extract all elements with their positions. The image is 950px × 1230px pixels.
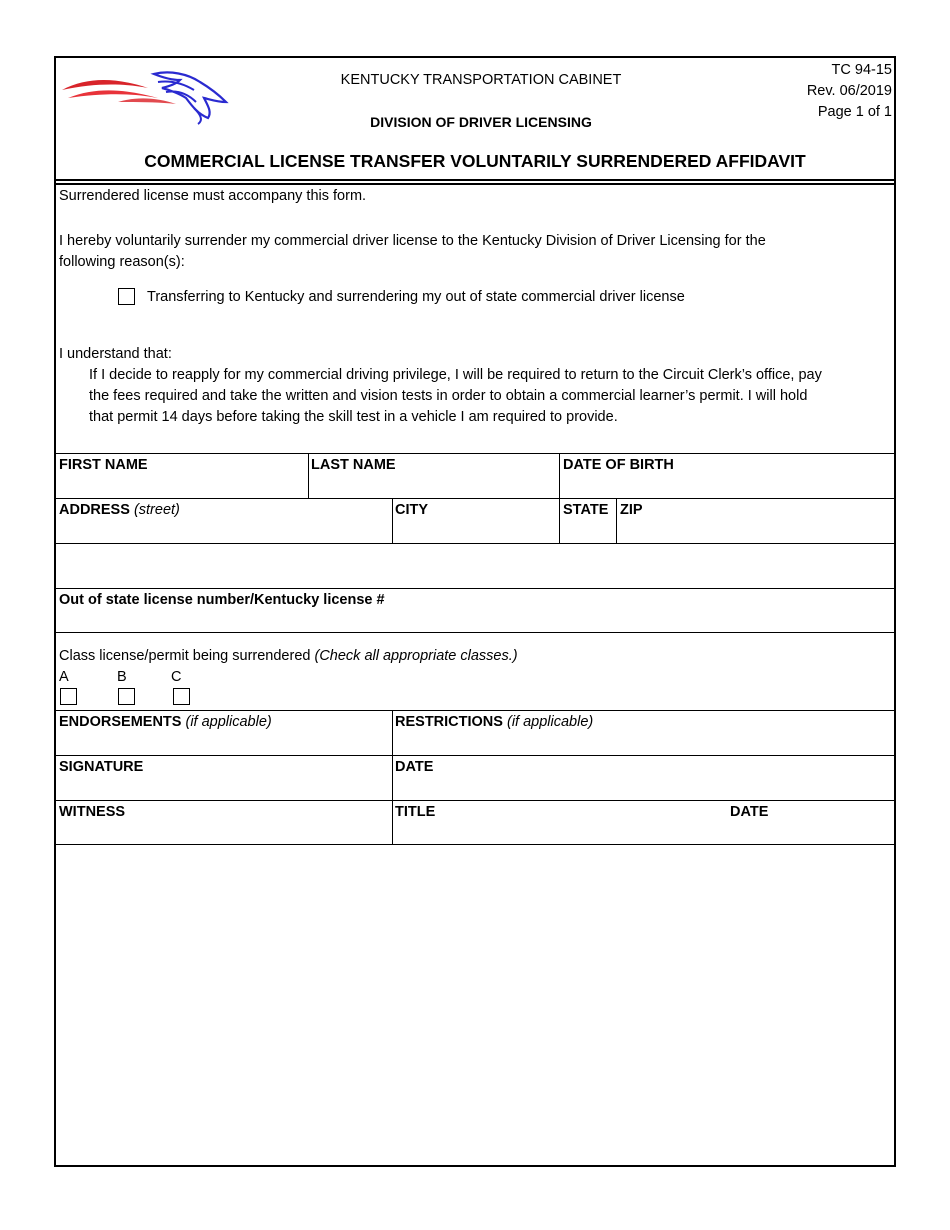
form-revision: Rev. 06/2019 — [806, 83, 892, 99]
witness-title-field[interactable] — [393, 822, 723, 843]
grid-line — [56, 800, 894, 801]
understand-line-3: that permit 14 days before taking the skill test in a vehicle I am required to provide. — [89, 409, 618, 425]
signature-date-label: DATE — [395, 759, 434, 775]
restrictions-label — [395, 712, 593, 732]
grid-line — [56, 588, 894, 589]
last-name-label: LAST NAME — [311, 457, 396, 473]
class-hint: (Check all appropriate classes.) — [314, 648, 518, 664]
class-prompt — [59, 646, 518, 666]
understand-line-1: If I decide to reapply for my commercial driving privilege, I will be required to return to the Circuit Clerk’s office, pay — [89, 367, 822, 383]
kentucky-horse-logo-icon — [58, 68, 230, 126]
signature-field[interactable] — [57, 777, 391, 799]
address-hint: (street) — [133, 502, 180, 518]
endorsements-hint: (if applicable) — [185, 714, 272, 730]
title-divider-top — [56, 179, 894, 181]
reason-transfer-label: Transferring to Kentucky and surrendering my out of state commercial driver license — [147, 289, 685, 305]
surrender-statement-line-2: following reason(s): — [59, 254, 185, 270]
witness-field[interactable] — [57, 822, 391, 843]
reason-transfer-checkbox[interactable] — [118, 288, 135, 305]
witness-title-label: TITLE — [395, 804, 436, 820]
page-number: Page 1 of 1 — [817, 104, 892, 120]
last-name-field[interactable] — [309, 475, 558, 497]
endorsements-label-text: ENDORSEMENTS — [59, 714, 182, 730]
state-field[interactable] — [560, 520, 615, 542]
surrender-statement-line-1: I hereby voluntarily surrender my commercial driver license to the Kentucky Division of Driver Licensing for the — [59, 233, 766, 249]
restrictions-label-text: RESTRICTIONS — [395, 714, 503, 730]
grid-line — [56, 632, 894, 633]
license-number-field[interactable] — [57, 610, 893, 631]
class-a-checkbox[interactable] — [60, 688, 77, 705]
understand-heading: I understand that: — [59, 346, 172, 362]
first-name-label: FIRST NAME — [59, 457, 148, 473]
witness-date-label: DATE — [730, 804, 769, 820]
restrictions-hint: (if applicable) — [506, 714, 594, 730]
witness-date-field[interactable] — [728, 822, 893, 843]
grid-line — [56, 844, 894, 845]
class-c-label: C — [171, 669, 182, 685]
date-of-birth-label: DATE OF BIRTH — [563, 457, 674, 473]
first-name-field[interactable] — [57, 475, 307, 497]
title-divider-bottom — [56, 183, 894, 185]
class-a-label: A — [59, 669, 69, 685]
zip-label: ZIP — [620, 502, 643, 518]
grid-line — [56, 453, 894, 454]
class-b-checkbox[interactable] — [118, 688, 135, 705]
grid-line — [56, 710, 894, 711]
endorsements-label — [59, 712, 272, 732]
date-of-birth-field[interactable] — [560, 475, 893, 497]
division-name: DIVISION OF DRIVER LICENSING — [370, 114, 592, 130]
understand-line-2: the fees required and take the written and vision tests in order to obtain a commercial learner’s permit. I will hold — [89, 388, 808, 404]
grid-line — [56, 498, 894, 499]
grid-line — [56, 755, 894, 756]
endorsements-field[interactable] — [57, 732, 391, 754]
state-label: STATE — [563, 502, 609, 518]
form-title: COMMERCIAL LICENSE TRANSFER VOLUNTARILY SURRENDERED AFFIDAVIT — [144, 151, 806, 171]
witness-label: WITNESS — [59, 804, 126, 820]
address-line-2-field[interactable] — [57, 544, 893, 587]
license-number-label: Out of state license number/Kentucky license # — [59, 592, 385, 608]
restrictions-field[interactable] — [393, 732, 893, 754]
address-field[interactable] — [57, 520, 391, 542]
zip-field[interactable] — [617, 520, 893, 542]
surrender-notice: Surrendered license must accompany this form. — [59, 188, 367, 204]
signature-date-field[interactable] — [393, 777, 893, 799]
class-c-checkbox[interactable] — [173, 688, 190, 705]
city-label: CITY — [395, 502, 429, 518]
signature-label: SIGNATURE — [59, 759, 144, 775]
class-prompt-text: Class license/permit being surrendered — [59, 648, 311, 664]
class-b-label: B — [117, 669, 127, 685]
form-number: TC 94-15 — [831, 62, 892, 78]
address-label-text: ADDRESS — [59, 502, 130, 518]
address-label — [59, 500, 180, 520]
agency-name: KENTUCKY TRANSPORTATION CABINET — [340, 72, 622, 88]
city-field[interactable] — [393, 520, 558, 542]
